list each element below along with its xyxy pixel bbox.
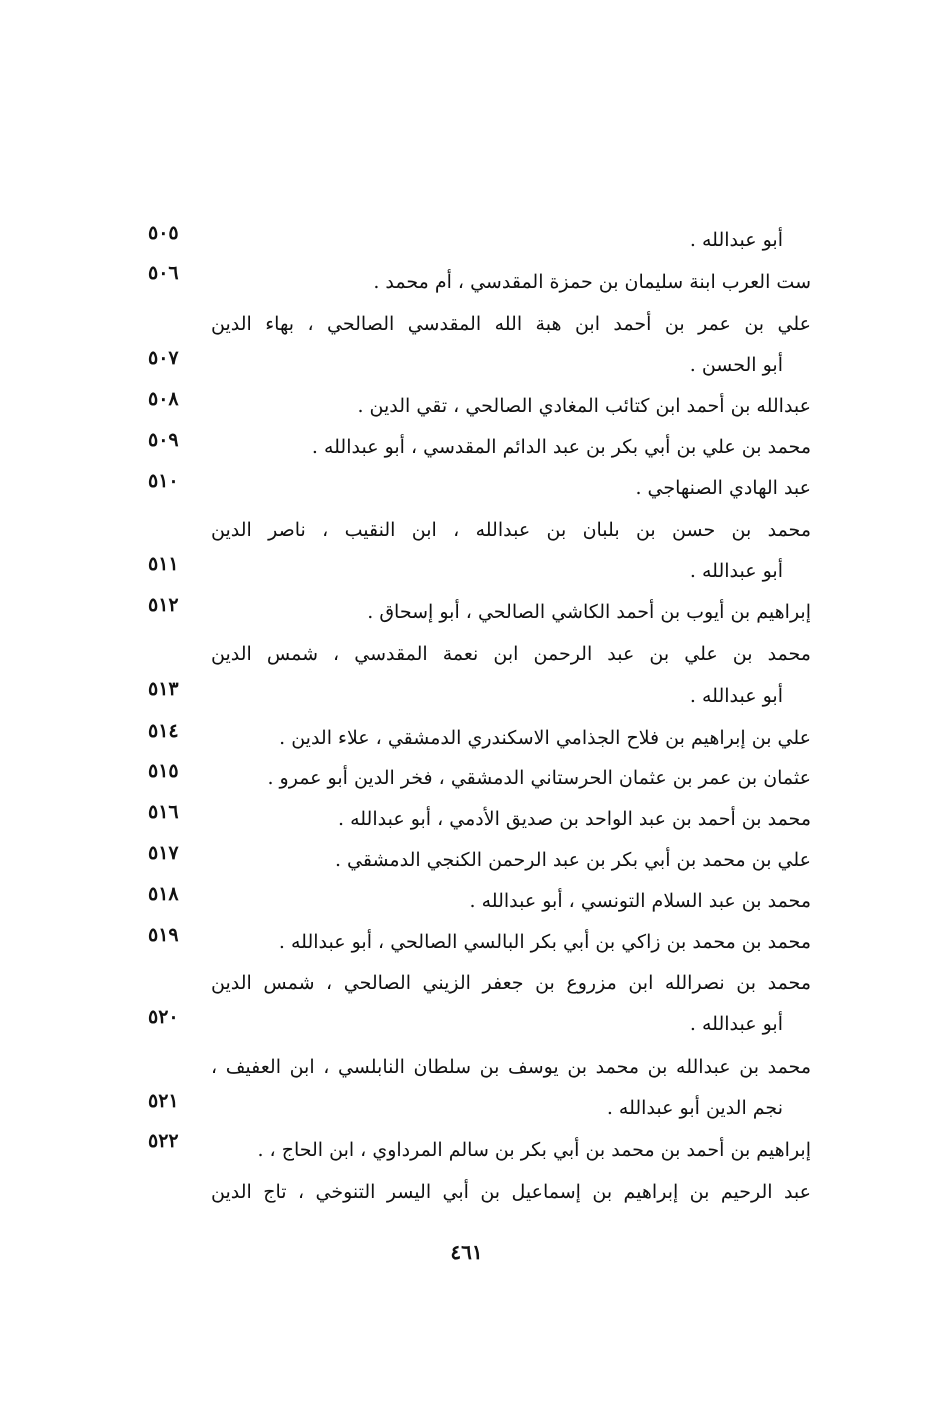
entry-number: ٥١٩ — [148, 924, 179, 946]
entry-number: ٥٠٩ — [148, 429, 179, 451]
entry-line: عثمان بن عمر بن عثمان الحرستاني الدمشقي ، فخر الدين أبو عمرو . — [267, 767, 811, 789]
entry-number: ٥٢٠ — [148, 1006, 179, 1028]
entry-line: محمد بن علي بن عبد الرحمن ابن نعمة المقدسي ، شمس الدين — [211, 643, 811, 665]
entry-line: أبو عبدالله . — [689, 685, 783, 707]
entry-line: محمد بن عبد السلام التونسي ، أبو عبدالله . — [469, 890, 811, 912]
entry-number: ٥١٨ — [148, 883, 179, 905]
entry-line: محمد بن حسن بن بلبان بن عبدالله ، ابن النقيب ، ناصر الدين — [211, 519, 811, 541]
entry-number: ٥١٥ — [148, 760, 179, 782]
entry-line: محمد بن علي بن أبي بكر بن عبد الدائم المقدسي ، أبو عبدالله . — [311, 436, 811, 458]
entry-number: ٥١١ — [148, 553, 179, 575]
entry-number: ٥١٢ — [148, 594, 179, 616]
entry-line: محمد بن محمد بن زاكي بن أبي بكر البالسي الصالحي ، أبو عبدالله . — [278, 931, 811, 953]
page-number: ٤٦١ — [450, 1240, 483, 1264]
entry-line: محمد بن أحمد بن عبد الواحد بن صديق الأدمي ، أبو عبدالله . — [337, 808, 811, 830]
entry-line: علي بن محمد بن أبي بكر بن عبد الرحمن الكنجي الدمشقي . — [334, 849, 811, 871]
entry-number: ٥١٠ — [148, 470, 179, 492]
entry-line: علي بن إبراهيم بن فلاح الجذامي الاسكندري الدمشقي ، علاء الدين . — [279, 727, 811, 749]
entry-line: أبو عبدالله . — [689, 560, 783, 582]
entry-line: إبراهيم بن أحمد بن محمد بن أبي بكر بن سالم المرداوي ، ابن الحاج ، . — [257, 1139, 811, 1161]
entry-line: محمد بن عبدالله بن محمد بن يوسف بن سلطان النابلسي ، ابن العفيف ، — [211, 1056, 811, 1078]
entry-line: عبدالله بن أحمد ابن كتائب المغادي الصالحي ، تقي الدين . — [357, 395, 811, 417]
entry-line: محمد بن نصرالله ابن مزروع بن جعفر الزيني الصالحي ، شمس الدين — [211, 972, 811, 994]
entry-line: نجم الدين أبو عبدالله . — [606, 1097, 783, 1119]
entry-number: ٥١٦ — [148, 801, 179, 823]
entry-line: أبو عبدالله . — [689, 1013, 783, 1035]
entry-line: أبو عبدالله . — [689, 229, 783, 251]
entry-line: ست العرب ابنة سليمان بن حمزة المقدسي ، أم محمد . — [373, 271, 811, 293]
entry-number: ٥٠٦ — [148, 262, 179, 284]
entry-line: عبد الهادي الصنهاجي . — [635, 477, 811, 499]
entry-number: ٥٠٧ — [148, 347, 179, 369]
entry-line: عبد الرحيم بن إبراهيم بن إسماعيل بن أبي اليسر التنوخي ، تاج الدين — [211, 1181, 811, 1203]
entry-line: أبو الحسن . — [689, 354, 783, 376]
entry-number: ٥٢٢ — [148, 1130, 179, 1152]
entry-line: إبراهيم بن أيوب بن أحمد الكاشي الصالحي ، أبو إسحاق . — [367, 601, 811, 623]
entry-line: علي بن عمر بن أحمد ابن هبة الله المقدسي الصالحي ، بهاء الدين — [211, 313, 811, 335]
entry-number: ٥١٧ — [148, 842, 179, 864]
entry-number: ٥١٣ — [148, 678, 179, 700]
entry-number: ٥١٤ — [148, 720, 179, 742]
entry-number: ٥٠٨ — [148, 388, 179, 410]
entry-number: ٥٠٥ — [148, 222, 179, 244]
entry-number: ٥٢١ — [148, 1090, 179, 1112]
